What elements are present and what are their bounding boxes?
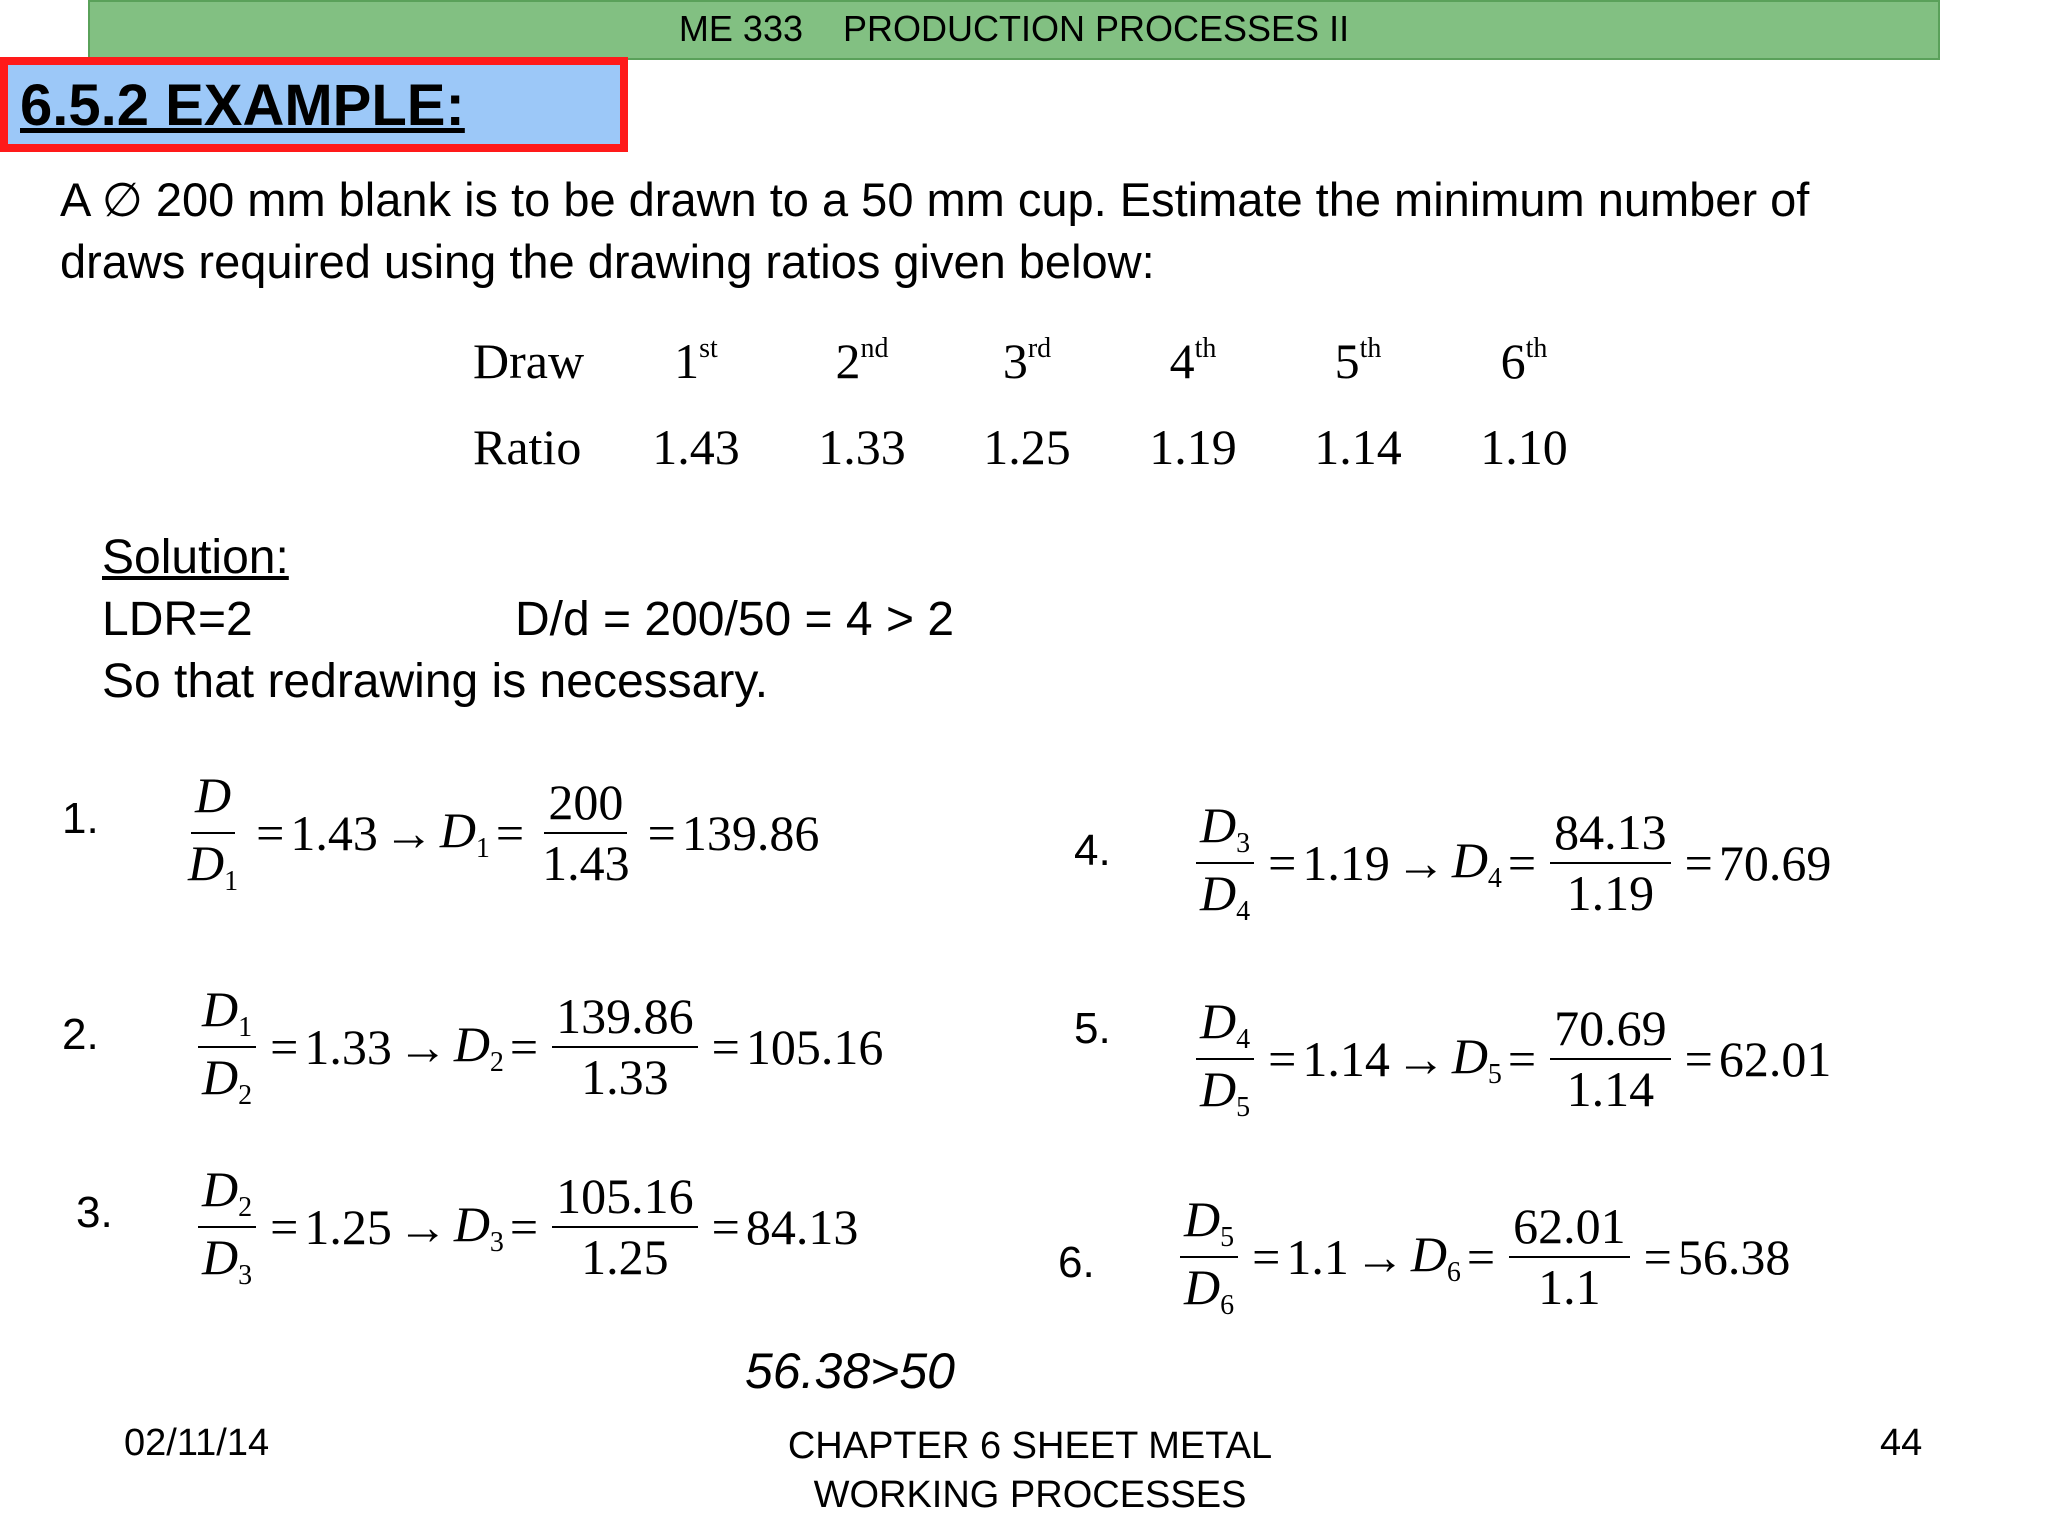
step-1-number: 1. <box>62 794 99 843</box>
table-draw-6: 6th <box>1500 333 1548 389</box>
step-3-ratio-fraction: $\frac{D_2}{D_3}$ <box>198 1162 256 1291</box>
table-draw-5: 5th <box>1334 333 1382 389</box>
table-row-label-ratio: Ratio <box>473 419 582 475</box>
table-ratio-1: 1.43 <box>652 419 740 475</box>
step-5-value-fraction: $\frac{70.69}{1.14}$ <box>1550 1001 1671 1117</box>
step-1-equation: $\frac{D}{D_1}$ = 1.43 → $D_1$ = $\frac{200}{1.43}$ = 139.86 <box>176 768 819 897</box>
step-3-value-fraction: $\frac{105.16}{1.25}$ <box>552 1169 698 1285</box>
table-ratio-6: 1.10 <box>1480 419 1568 475</box>
step-2-ratio-fraction: $\frac{D_1}{D_2}$ <box>198 982 256 1111</box>
table-draw-3: 3rd <box>1002 333 1052 389</box>
step-2-value-fraction: $\frac{139.86}{1.33}$ <box>552 989 698 1105</box>
problem-line-1: A ∅ 200 mm blank is to be drawn to a 50 mm cup. Estimate the minimum number of <box>60 173 1810 226</box>
step-3-equation: $\frac{D_2}{D_3}$ = 1.25 → $D_3$ = $\frac{105.16}{1.25}$ = 84.13 <box>190 1162 858 1291</box>
step-4-number: 4. <box>1074 826 1111 875</box>
step-3-number: 3. <box>76 1188 113 1237</box>
table-ratio-4: 1.19 <box>1149 419 1237 475</box>
table-ratio-2: 1.33 <box>818 419 906 475</box>
step-6-equation: $\frac{D_5}{D_6}$ = 1.1 → $D_6$ = $\frac{62.01}{1.1}$ = 56.38 <box>1172 1192 1790 1321</box>
footer-page-number: 44 <box>1880 1422 1923 1464</box>
solution-title: Solution: <box>102 531 289 584</box>
table-draw-4: 4th <box>1169 333 1217 389</box>
step-5-number: 5. <box>1074 1004 1111 1053</box>
example-title: 6.5.2 EXAMPLE: <box>20 73 465 138</box>
table-draw-2: 2nd <box>835 333 889 389</box>
step-5-ratio-fraction: $\frac{D_4}{D_5}$ <box>1196 994 1254 1123</box>
solution-redrawing-note: So that redrawing is necessary. <box>102 655 769 708</box>
step-6-value-fraction: $\frac{62.01}{1.1}$ <box>1509 1199 1630 1315</box>
step-4-value-fraction: $\frac{84.13}{1.19}$ <box>1550 805 1671 921</box>
step-5-equation: $\frac{D_4}{D_5}$ = 1.14 → $D_5$ = $\frac{70.69}{1.14}$ = 62.01 <box>1188 994 1831 1123</box>
step-6-number: 6. <box>1058 1238 1095 1287</box>
table-ratio-3: 1.25 <box>983 419 1071 475</box>
step-1-ratio-fraction: $\frac{D}{D_1}$ <box>188 767 239 897</box>
step-1-value-fraction: $\frac{200}{1.43}$ <box>542 773 630 891</box>
table-row-label-draw: Draw <box>473 333 585 389</box>
footer-date: 02/11/14 <box>124 1422 270 1464</box>
table-draw-1: 1st <box>674 333 718 389</box>
solution-diameter-ratio: D/d = 200/50 = 4 > 2 <box>515 593 955 646</box>
problem-line-2: draws required using the drawing ratios given below: <box>60 235 1155 288</box>
solution-ldr: LDR=2 <box>102 593 253 646</box>
step-6-ratio-fraction: $\frac{D_5}{D_6}$ <box>1180 1192 1238 1321</box>
step-2-number: 2. <box>62 1010 99 1059</box>
step-2-equation: $\frac{D_1}{D_2}$ = 1.33 → $D_2$ = $\frac{139.86}{1.33}$ = 105.16 <box>190 982 883 1111</box>
header-title: ME 333 PRODUCTION PROCESSES II <box>678 8 1350 49</box>
conclusion: 56.38>50 <box>745 1343 955 1399</box>
footer-chapter: CHAPTER 6 SHEET METAL WORKING PROCESSES <box>787 1425 1273 1516</box>
step-4-equation: $\frac{D_3}{D_4}$ = 1.19 → $D_4$ = $\frac{84.13}{1.19}$ = 70.69 <box>1188 798 1831 927</box>
step-4-ratio-fraction: $\frac{D_3}{D_4}$ <box>1196 798 1254 927</box>
table-ratio-5: 1.14 <box>1314 419 1402 475</box>
